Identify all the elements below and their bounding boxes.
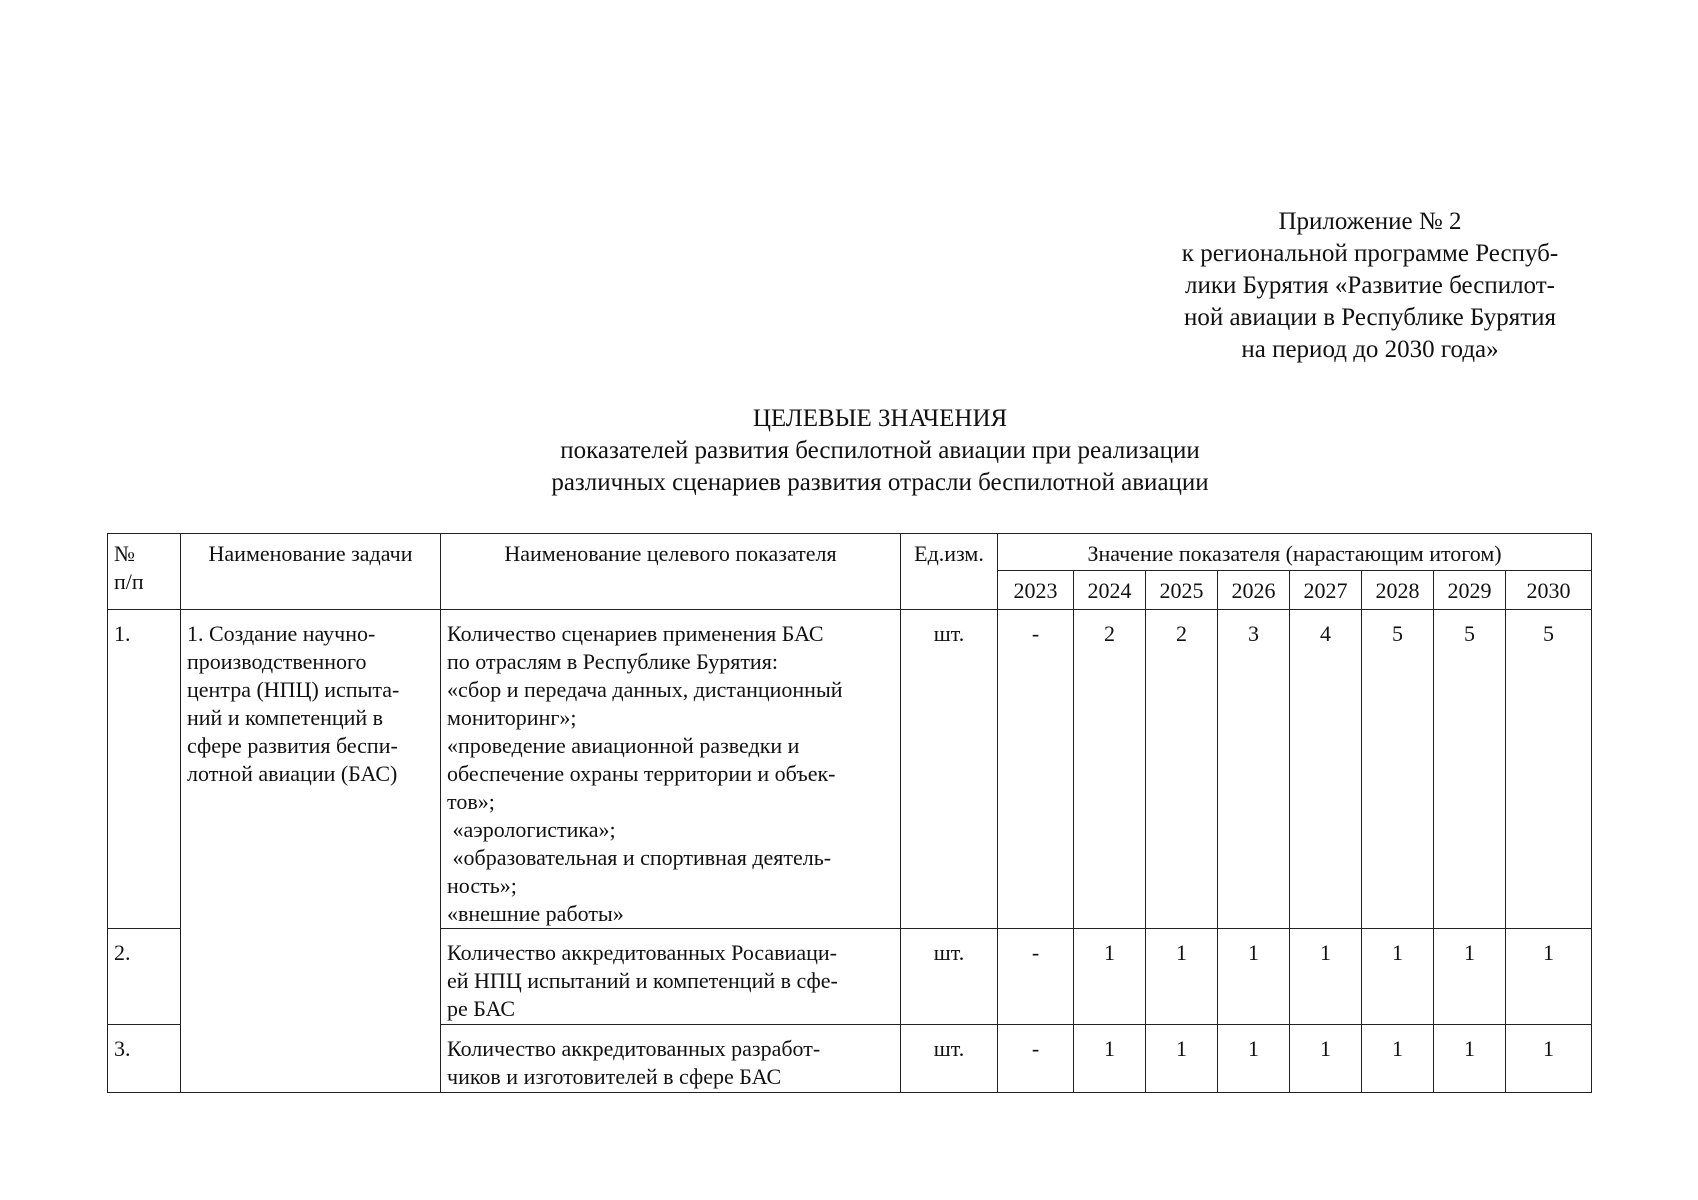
unit-cell: шт. [901,1025,998,1093]
value-cell: 1 [1218,929,1290,1025]
header-year: 2026 [1218,571,1290,610]
header-year: 2030 [1506,571,1592,610]
value-cell: 5 [1506,610,1592,929]
value-cell: 1 [1362,929,1434,1025]
indicator-line: Количество сценариев применения БАС [447,621,824,646]
header-year: 2029 [1434,571,1506,610]
indicator-line: «внешние работы» [447,901,624,926]
value-cell: 1 [1290,929,1362,1025]
value-cell: 1 [1146,929,1218,1025]
task-line: центра (НПЦ) испыта- [187,677,400,702]
header-year: 2024 [1074,571,1146,610]
header-value-group: Значение показателя (нарастающим итогом) [998,534,1592,571]
indicator-line: по отраслям в Республике Бурятия: [447,649,778,674]
indicator-line: Количество аккредитованных разработ- [447,1036,821,1061]
task-line: лотной авиации (БАС) [187,761,398,786]
appendix-line: ной авиации в Республике Бурятия [1183,304,1557,331]
appendix-line: на период до 2030 года» [1241,336,1499,363]
indicator-line: мониторинг»; [447,705,577,730]
indicator-line: «образовательная и спортивная деятель- [447,845,832,870]
value-cell: 1 [1146,1025,1218,1093]
value-cell: - [998,929,1074,1025]
task-line: сфере развития беспи- [187,733,398,758]
value-cell: 2 [1074,610,1146,929]
indicator-line: «проведение авиационной разведки и [447,733,800,758]
indicator-cell [441,610,901,929]
value-cell: 1 [1074,1025,1146,1093]
value-cell: 1 [1218,1025,1290,1093]
header-num: № п/п [108,534,181,610]
document-title [440,403,1320,499]
unit-cell: шт. [901,610,998,929]
header-year: 2027 [1290,571,1362,610]
value-cell: 2 [1146,610,1218,929]
value-cell: 1 [1434,929,1506,1025]
value-cell: 1 [1506,929,1592,1025]
title-subline: показателей развития беспилотной авиации при реализации [560,437,1200,464]
value-cell: 1 [1362,1025,1434,1093]
indicator-line: «аэрологистика»; [447,817,616,842]
header-year: 2023 [998,571,1074,610]
indicator-line: чиков и изготовителей в сфере БАС [447,1064,782,1089]
title-subline: различных сценариев развития отрасли беспилотной авиации [551,469,1209,496]
value-cell: 1 [1074,929,1146,1025]
row-number: 1. [108,610,181,929]
header-unit: Ед.изм. [901,534,998,610]
row-number: 3. [108,1025,181,1093]
value-cell: 5 [1434,610,1506,929]
task-line: производственного [187,649,367,674]
indicator-line: тов»; [447,789,495,814]
task-line: 1. Создание научно- [187,621,376,646]
value-cell: - [998,1025,1074,1093]
header-row [108,534,1592,571]
indicator-cell [441,929,901,1025]
table-row [108,610,1592,929]
indicator-line: обеспечение охраны территории и объек- [447,761,836,786]
value-cell: 1 [1506,1025,1592,1093]
row-number: 2. [108,929,181,1025]
indicator-cell [441,1025,901,1093]
appendix-line: лики Бурятия «Развитие беспилот- [1185,272,1555,299]
appendix-line: к региональной программе Респуб- [1181,240,1559,267]
value-cell: 3 [1218,610,1290,929]
value-cell: 4 [1290,610,1362,929]
task-line: ний и компетенций в [187,705,384,730]
unit-cell: шт. [901,929,998,1025]
task-name-cell [181,610,441,1093]
indicator-line: «сбор и передача данных, дистанционный [447,677,843,702]
title-heading: ЦЕЛЕВЫЕ ЗНАЧЕНИЯ [752,405,1008,432]
header-year: 2028 [1362,571,1434,610]
value-cell: - [998,610,1074,929]
indicator-line: Количество аккредитованных Росавиаци- [447,940,837,965]
indicator-line: ей НПЦ испытаний и компетенций в сфе- [447,968,838,993]
value-cell: 1 [1290,1025,1362,1093]
header-task: Наименование задачи [181,534,441,610]
indicator-line: ность»; [447,873,517,898]
appendix-block [1150,206,1590,366]
target-values-table [107,533,1592,1093]
appendix-line: Приложение № 2 [1278,208,1462,235]
value-cell: 1 [1434,1025,1506,1093]
header-indicator: Наименование целевого показателя [441,534,901,610]
value-cell: 5 [1362,610,1434,929]
header-year: 2025 [1146,571,1218,610]
indicator-line: ре БАС [447,996,516,1021]
